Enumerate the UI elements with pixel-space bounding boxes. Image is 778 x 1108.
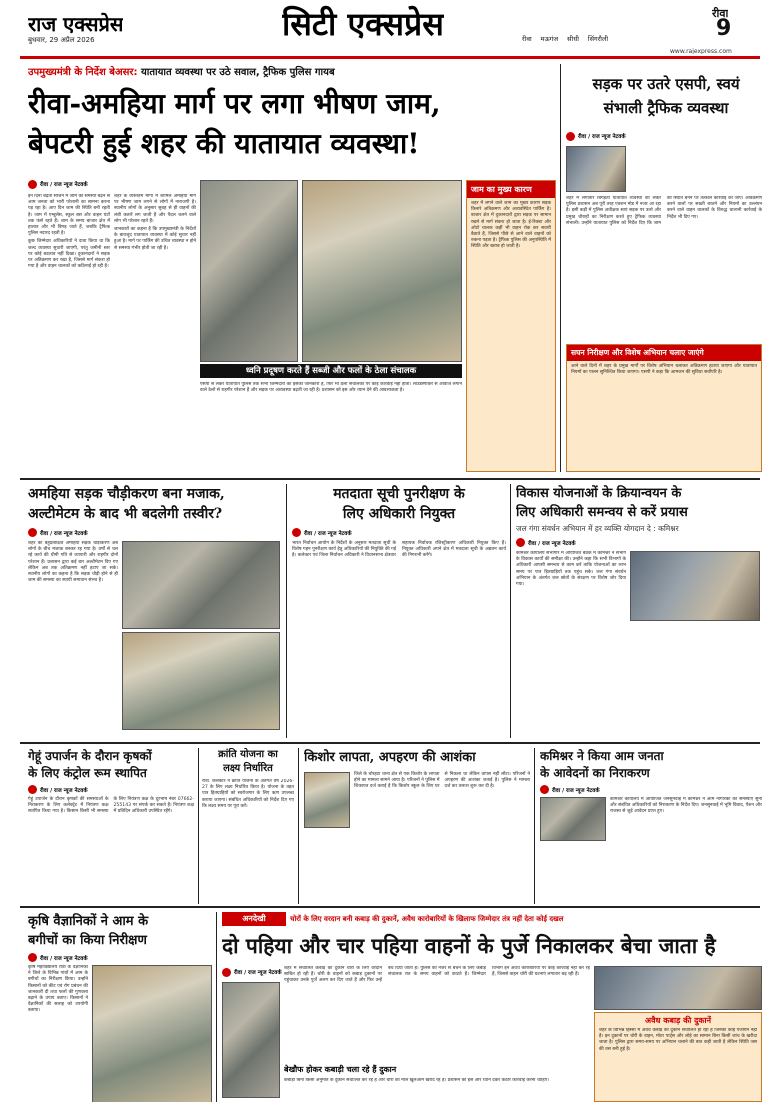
commissioner-headline-2: के आवेदनों का निराकरण xyxy=(540,766,650,780)
voter-headline-1: मतदाता सूची पुनरीक्षण के xyxy=(333,486,465,502)
center-masthead-title: सिटी एक्सप्रेस xyxy=(282,5,444,43)
right-photo-sp xyxy=(566,146,626,192)
dev-body: कमिश्नर कार्यालय सभागार में आयोजित बैठक में कमिश्नर ने संभाग के विकास कार्यों की समीक्षा की। उन्होंने कहा कि सभी विभागों के अधिकारी आपसी समन्वय से काम करें ताकि योजनाओं का लाभ समय पर पात्र हितग्राहियों तक पहुंच सके। जल गंगा संवर्धन अभियान के अंतर्गत जल स्रोतों के संरक्षण पर विशेष जोर दिया गया। xyxy=(516,551,626,588)
website-url[interactable]: www.rajexpress.com xyxy=(670,48,732,54)
lead-column-2 xyxy=(114,194,196,472)
right-box-body: आने वाले दिनों में शहर के प्रमुख मार्गों पर विशेष अभियान चलाकर अतिक्रमण हटाया जाएगा और यातायात नियमों का पालन सुनिश्चित किया जाएगा। एसपी ने कहा कि आमजन की सुविधा सर्वोपरि है। xyxy=(571,364,757,376)
sidebar-title: जाम का मुख्य कारण xyxy=(467,181,555,198)
lead-headline xyxy=(28,84,558,172)
masthead xyxy=(0,0,778,54)
row2-divider-1 xyxy=(286,484,287,738)
scrap-body: शहर में संचालित कबाड़ की दुकानें चोरों के लिए वरदान साबित हो रही हैं। चोरी के वाहनों को कबाड़ दुकानों पर पहुंचाकर उनके पुर्जे अलग कर दिए जाते हैं और फिर उन्हें बेच दिया जाता है। पुलिस की नजर से बचने के लिए कबाड़ संचालक रात के समय वाहनों को काटते हैं। जिम्मेदार विभाग इन अवैध कारोबारियों पर कोई कार्रवाई नहीं कर रहे हैं, जिससे वाहन चोरी की घटनाएं लगातार बढ़ रही हैं। xyxy=(284,966,590,984)
dev-headline-1: विकास योजनाओं के क्रियान्वयन के xyxy=(516,486,682,501)
mango-byline: रीवा / राज न्यूज नेटवर्क xyxy=(28,953,212,962)
teen-body: जिले के चोरहटा थाना क्षेत्र से एक किशोर के लापता होने का मामला सामने आया है। परिजनों ने पुलिस में शिकायत दर्ज कराई है कि किशोर स्कूल के लिए घर से निकला था लेकिन वापस नहीं लौटा। परिजनों ने अपहरण की आशंका जताई है। पुलिस ने मामला दर्ज कर तलाश शुरू कर दी है। xyxy=(354,772,530,790)
right-box-title: सघन निरीक्षण और विशेष अभियान चलाए जाएंगे xyxy=(567,345,761,361)
wheat-headline-1: गेहूं उपार्जन के दौरान कृषकों xyxy=(28,749,152,763)
sidebar-body: शहर में लगने वाले जाम का मुख्य कारण सड़क किनारे अतिक्रमण और अव्यवस्थित पार्किंग है। बाजार क्षेत्र में दुकानदारों द्वारा सड़क पर सामान रखने से मार्ग संकरा हो जाता है। ई-रिक्शा और ऑटो चालक कहीं भी वाहन रोक कर सवारी बैठाते हैं, जिससे पीछे से आने वाले वाहनों को रुकना पड़ता है। ट्रैफिक पुलिस की अनुपस्थिति में स्थिति और खराब हो जाती है। xyxy=(471,201,551,250)
caption-body: एसपी से लेकर यातायात पुलिस तक सभी जिम्मेदारों को इसकी जानकारी है, फिर भी ठेला संचालकों पर कोई कार्रवाई नहीं होती। लाउडस्पीकर से आवाज लगाने वाले ठेलों से राहगीर परेशान हैं और सड़क पर अव्यवस्था बढ़ती जा रही है। प्रशासन को इस ओर ध्यान देने की आवश्यकता है। xyxy=(200,382,462,394)
kicker-red: उपमुख्यमंत्री के निर्देश बेअसर: xyxy=(28,67,138,78)
scrap-box xyxy=(594,1012,762,1102)
scrap-tag: अनदेखी xyxy=(222,912,286,926)
dev-photo-meeting xyxy=(630,551,760,621)
story-wheat xyxy=(28,748,194,904)
right-headline-line2: संभाली ट्रैफिक व्यवस्था xyxy=(603,99,729,117)
kranti-headline-2: लक्ष्य निर्धारित xyxy=(223,763,273,774)
row3-rule xyxy=(20,906,760,908)
right-headline-line1: सड़क पर उतरे एसपी, स्वयं xyxy=(592,75,740,93)
mango-headline-1: कृषि वैज्ञानिकों ने आम के xyxy=(28,914,149,929)
wheat-byline: रीवा / राज न्यूज नेटवर्क xyxy=(28,785,194,794)
row2-divider-2 xyxy=(510,484,511,738)
dev-headline-2: लिए अधिकारी समन्वय से करें प्रयास xyxy=(516,505,688,520)
lead-body-4: जानकारों का कहना है कि उपमुख्यमंत्री के निर्देशों के बावजूद यातायात व्यवस्था में कोई सुधार नहीं हुआ है। मार्ग पर पार्किंग की उचित व्यवस्था न होने से समस्या गंभीर होती जा रही है। xyxy=(114,227,196,251)
story-development xyxy=(516,484,762,738)
issue-date: बुधवार, 29 अप्रैल 2026 xyxy=(28,36,95,44)
scrap-headline: दो पहिया और चार पहिया वाहनों के पुर्जे निकालकर बेचा जाता है xyxy=(222,933,716,958)
wheat-body: गेहूं उपार्जन के दौरान कृषकों की समस्याओं के निराकरण के लिए कलेक्ट्रेट में नियंत्रण कक्ष स्थापित किया गया है। किसान किसी भी समस्या के लिए नियंत्रण कक्ष के दूरभाष नंबर 07662-255143 पर संपर्क कर सकते हैं। नियंत्रण कक्ष में प्रतिदिन अधिकारी उपस्थित रहेंगे। xyxy=(28,797,194,815)
road-photo-2 xyxy=(122,632,280,730)
edition-1[interactable]: रीवा xyxy=(522,35,532,43)
left-masthead-title: राज एक्सप्रेस xyxy=(28,12,124,36)
right-byline: रीवा / राज न्यूज नेटवर्क xyxy=(566,130,686,142)
kicker-rest: यातायात व्यवस्था पर उठे सवाल, ट्रैफिक पुलिस गायब xyxy=(140,67,335,78)
right-body: शहर में लगातार बिगड़ती यातायात व्यवस्था को लेकर पुलिस प्रशासन अब पूरी तरह एक्शन मोड में नजर आ रहा है। इसी कड़ी में पुलिस अधीक्षक स्वयं सड़क पर उतरे और प्रमुख चौराहों का निरीक्षण करते हुए ट्रैफिक व्यवस्था संभाली। उन्होंने यातायात पुलिस को निर्देश दिए कि जाम की स्थिति बनने पर तत्काल कार्रवाई की जाए। अतिक्रमण करने वालों पर सख्ती बरतने और नियमों का उल्लंघन करने वाले वाहन चालकों के विरुद्ध चालानी कार्रवाई के निर्देश भी दिए गए। xyxy=(566,196,762,226)
story-mango xyxy=(28,912,212,1102)
scrap-kicker: चोरों के लिए वरदान बनी कबाड़ की दुकानें, अवैध कारोबारियों के खिलाफ जिम्मेदार तंत्र नहीं देता कोई दखल xyxy=(290,915,564,923)
teen-headline: किशोर लापता, अपहरण की आशंका xyxy=(304,750,476,765)
photo-caption: ध्वनि प्रदूषण करते हैं सब्जी और फलों के ठेला संचालक xyxy=(200,364,462,378)
edition-2[interactable]: मऊगंज xyxy=(540,35,559,43)
lead-body-2: कुछ जिम्मेदार अधिकारियों ने दावा किया था कि जल्द व्यवस्था सुधारी जाएगी, परंतु जमीनी स्तर पर कोई बदलाव नहीं दिखा। दुकानदारों ने सड़क पर अतिक्रमण कर रखा है, जिससे मार्ग संकरा हो गया है और वाहन चालकों को कठिनाई हो रही है। xyxy=(28,239,110,270)
voter-body: भारत निर्वाचन आयोग के निर्देशों के अनुसार मतदाता सूची के विशेष गहन पुनरीक्षण कार्य हेतु अधिकारियों की नियुक्ति की गई है। कलेक्टर एवं जिला निर्वाचन अधिकारी ने विधानसभा क्षेत्रवार सहायक निर्वाचक रजिस्ट्रीकरण अधिकारी नियुक्त किए हैं। नियुक्त अधिकारी अपने क्षेत्र में मतदाता सूची के अद्यतन कार्य की निगरानी करेंगे। xyxy=(292,541,506,559)
lead-headline-line2: बेपटरी हुई शहर की यातायात व्यवस्था! xyxy=(28,127,420,160)
lead-photo-cars xyxy=(302,180,462,362)
kranti-body: रीवा. कलेक्टर ने क्रांति योजना के अंतर्गत वर्ष 2026-27 के लिए लक्ष्य निर्धारित किया है। योजना के तहत पात्र हितग्राहियों को स्वरोजगार के लिए ऋण उपलब्ध कराया जाएगा। संबंधित अधिकारियों को निर्देश दिए गए कि लक्ष्य समय पर पूरा करें। xyxy=(202,779,294,809)
scrap-byline: रीवा / राज न्यूज नेटवर्क xyxy=(222,966,362,978)
city-label: रीवा xyxy=(712,7,729,20)
row3-divider-2 xyxy=(298,748,299,904)
story-commissioner xyxy=(540,748,762,904)
scrap-photo-2 xyxy=(594,966,762,1010)
voter-byline: रीवा / राज न्यूज नेटवर्क xyxy=(292,528,506,537)
right-column-divider xyxy=(560,64,561,472)
row4-divider xyxy=(216,912,217,1102)
page-number: 9 xyxy=(716,16,732,41)
row2-rule xyxy=(20,742,760,744)
story-voter-list xyxy=(292,484,506,738)
lead-kicker xyxy=(28,64,548,80)
road-headline-2: अल्टीमेटम के बाद भी बदलेगी तस्वीर? xyxy=(28,506,223,522)
road-byline: रीवा / राज न्यूज नेटवर्क xyxy=(28,528,282,537)
lead-body-1: इन दिनों बढ़ती सीजन में जाम की समस्या बढ़ने से आम जनता को भारी परेशानी का सामना करना पड़ रहा है। आए दिन जाम की स्थिति बनी रहती है। जाम में एम्बुलेंस, स्कूल बस और वाहन घंटों तक फंसे रहते हैं। शाम के समय बाजार क्षेत्र में हालात और भी बिगड़ जाते हैं, जबकि ट्रैफिक पुलिस नदारद रहती है। xyxy=(28,194,110,237)
sidebar-box xyxy=(466,180,556,472)
lead-body-3: शहर के व्यस्ततम मार्गों में शामिल अमहिया मार्ग पर भीषण जाम लगने से लोगों में नाराजगी है। स्थानीय लोगों के अनुसार सुबह से ही वाहनों की लंबी कतारें लग जाती हैं और पैदल चलने वाले लोग भी परेशान रहते हैं। xyxy=(114,194,196,224)
lead-headline-line1: रीवा-अमहिया मार्ग पर लगा भीषण जाम, xyxy=(28,87,441,120)
scrap-photo-1 xyxy=(222,982,280,1098)
row3-divider-3 xyxy=(534,748,535,904)
edition-4[interactable]: सिंगरौली xyxy=(587,35,609,43)
story-missing-teen xyxy=(304,748,530,904)
teen-photo xyxy=(304,772,350,828)
commissioner-body: कमिश्नर कार्यालय में आयोजित जनसुनवाई में कमिश्नर ने आम नागरिकों की समस्याएं सुनीं और संबंधित अधिकारियों को निराकरण के निर्देश दिए। जनसुनवाई में भूमि विवाद, पेंशन और राजस्व से जुड़े आवेदन प्राप्त हुए। xyxy=(610,797,762,815)
commissioner-photo xyxy=(540,797,606,841)
masthead-rule xyxy=(20,56,760,59)
story-road-widening xyxy=(28,484,282,738)
mango-photo xyxy=(92,965,212,1102)
right-box xyxy=(566,344,762,472)
lead-column-1 xyxy=(28,194,110,472)
road-headline-1: अमहिया सड़क चौड़ीकरण बना मजाक, xyxy=(28,486,225,502)
story-kranti xyxy=(202,748,294,904)
right-headline xyxy=(566,72,766,126)
edition-list xyxy=(522,34,642,44)
dev-deck: जल गंगा संवर्धन अभियान में हर व्यक्ति योगदान दे : कमिश्नर xyxy=(516,524,679,533)
scrap-box-title: अवैध कबाड़ की दुकानें xyxy=(644,1016,712,1025)
row1-rule xyxy=(20,478,760,480)
lead-photo-traffic xyxy=(200,180,298,362)
wheat-headline-2: के लिए कंट्रोल रूम स्थापित xyxy=(28,766,147,780)
dev-byline: रीवा / राज न्यूज नेटवर्क xyxy=(516,538,762,547)
road-photo-1 xyxy=(122,541,280,629)
commissioner-headline-1: कमिश्नर ने किया आम जनता xyxy=(540,749,664,763)
scrap-bold-body: कबाड़ी बिना किसी अनुमति के दुकानें संचालित कर रहे हैं और चोरी का माल खुलेआम खरीद रहे हैं। प्रशासन को इस ओर ध्यान देकर कठोर कार्रवाई करनी चाहिए। xyxy=(284,1078,549,1083)
mango-headline-2: बगीचों का किया निरीक्षण xyxy=(28,933,147,948)
road-body: शहर का बहुप्रतीक्षित अमहिया सड़क चौड़ीकरण अब लोगों के बीच मजाक बनकर रह गया है। वर्षों से चल रहे कार्य की धीमी गति से व्यापारी और राहगीर दोनों परेशान हैं। प्रशासन द्वारा कई बार अल्टीमेटम दिए गए लेकिन अब तक अतिक्रमण नहीं हटाए जा सके। स्थानीय लोगों का कहना है कि सड़क चौड़ी होने से ही जाम की समस्या का स्थायी समाधान संभव है। xyxy=(28,541,118,584)
scrap-bold-sub: बेखौफ होकर कबाड़ी चला रहे हैं दुकान xyxy=(284,1065,397,1074)
scrap-box-body: शहर के विभिन्न हिस्सों में अवैध कबाड़ की दुकानें संचालित हो रही हैं जिनका कोई पंजीयन नहीं है। इन दुकानों पर चोरी के वाहन, मोटर पार्ट्स और लोहे का सामान बिना किसी जांच के खरीदा जाता है। पुलिस द्वारा समय-समय पर अभियान चलाने की बात कही जाती है लेकिन स्थिति जस की तस बनी हुई है। xyxy=(599,1028,757,1052)
commissioner-byline: रीवा / राज न्यूज नेटवर्क xyxy=(540,785,762,794)
voter-headline-2: लिए अधिकारी नियुक्त xyxy=(342,506,456,522)
row3-divider-1 xyxy=(198,748,199,904)
lead-byline: रीवा / राज न्यूज नेटवर्क xyxy=(28,178,168,190)
edition-3[interactable]: सीधी xyxy=(567,35,579,43)
kranti-headline-1: क्रांति योजना का xyxy=(218,749,278,760)
mango-body: कृषि महाविद्यालय रीवा के वैज्ञानिकों ने जिले के विभिन्न गांवों में आम के बगीचों का निरीक्षण किया। उन्होंने किसानों को कीट एवं रोग प्रबंधन की जानकारी दी तथा फलों की गुणवत्ता बढ़ाने के उपाय बताए। किसानों ने वैज्ञानिकों की सलाह को उपयोगी बताया। xyxy=(28,965,88,1014)
